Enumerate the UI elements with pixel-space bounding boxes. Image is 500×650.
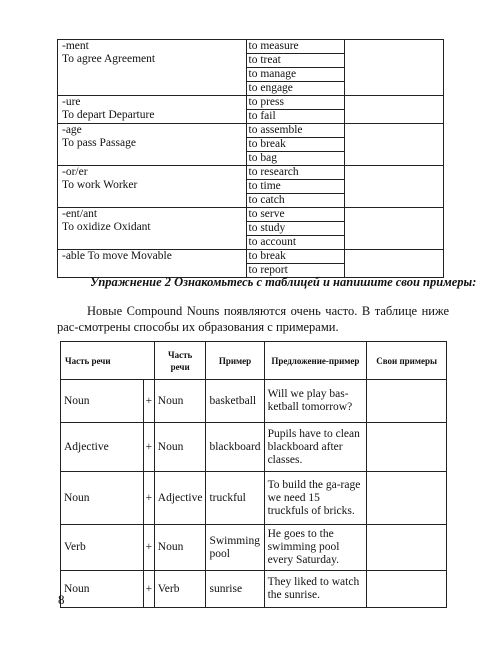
suffix-line: -age	[62, 124, 82, 136]
sentence-cell: He goes to the swimming pool every Saturday.	[264, 525, 367, 571]
verbs-cell	[246, 208, 345, 250]
suffix-table	[57, 39, 444, 278]
suffix-cell	[58, 124, 247, 166]
suffix-cell	[58, 250, 247, 278]
table-row	[58, 124, 444, 166]
suffix-line: To oxidize Oxidant	[62, 221, 151, 233]
suffix-cell	[58, 166, 247, 208]
table-row	[58, 96, 444, 124]
verb-line: to measure	[248, 40, 299, 52]
table-row	[61, 472, 447, 525]
part-of-speech-1-cell: Noun	[61, 380, 144, 423]
answer-cell[interactable]	[345, 40, 444, 96]
verb-line: to research	[248, 166, 299, 178]
part-of-speech-1-cell: Noun	[61, 472, 144, 525]
answer-cell[interactable]	[345, 124, 444, 166]
suffix-line: -ment	[62, 40, 89, 52]
table-row	[61, 525, 447, 571]
header-part-of-speech-1: Часть речи	[61, 342, 155, 380]
table-header-row	[61, 342, 447, 380]
table-row	[58, 166, 444, 208]
suffix-cell	[58, 40, 247, 96]
own-example-cell[interactable]	[367, 472, 447, 525]
suffix-line: To depart Departure	[62, 109, 155, 121]
exercise-title: Упражнение 2 Ознакомьтесь с таблицей и напишите свои примеры:	[90, 275, 477, 289]
example-cell: basketball	[206, 380, 264, 423]
answer-cell[interactable]	[345, 166, 444, 208]
header-part-of-speech-2: Часть речи	[154, 342, 206, 380]
intro-paragraph	[57, 303, 449, 335]
example-cell: truckful	[206, 472, 264, 525]
header-example: Пример	[206, 342, 264, 380]
header-sentence-example: Предложение-пример	[264, 342, 367, 380]
verb-line: to manage	[247, 67, 345, 81]
sentence-cell: To build the ga-rage we need 15 truckfuls of bricks.	[264, 472, 367, 525]
own-example-cell[interactable]	[367, 525, 447, 571]
verbs-cell	[246, 40, 345, 96]
plus-cell: +	[143, 380, 154, 423]
plus-cell: +	[143, 423, 154, 472]
example-cell: Swimming pool	[206, 525, 264, 571]
verb-line: to assemble	[248, 124, 303, 136]
suffix-table-body	[58, 40, 444, 278]
part-of-speech-1-cell: Adjective	[61, 423, 144, 472]
part-of-speech-2-cell: Noun	[154, 423, 206, 472]
verbs-cell	[246, 250, 345, 278]
suffix-cell	[58, 96, 247, 124]
verb-line: to break	[248, 250, 286, 262]
suffix-line: -ent/ant	[62, 208, 98, 220]
verbs-cell	[246, 96, 345, 124]
table-row	[61, 571, 447, 608]
verbs-cell	[246, 166, 345, 208]
answer-cell[interactable]	[345, 96, 444, 124]
plus-cell: +	[143, 525, 154, 571]
table-row	[58, 250, 444, 278]
sentence-cell: Will we play bas-ketball tomorrow?	[264, 380, 367, 423]
verb-line: to treat	[247, 53, 345, 67]
verb-line: to catch	[247, 193, 345, 207]
sentence-cell: Pupils have to clean blackboard after classes.	[264, 423, 367, 472]
verbs-cell	[246, 124, 345, 166]
suffix-line: To agree Agreement	[62, 53, 156, 65]
verb-line: to time	[247, 179, 345, 193]
verb-line: to report	[247, 263, 345, 277]
own-example-cell[interactable]	[367, 571, 447, 608]
verb-line: to press	[248, 96, 284, 108]
answer-cell[interactable]	[345, 250, 444, 278]
part-of-speech-2-cell: Verb	[154, 571, 206, 608]
suffix-line: -or/er	[62, 166, 88, 178]
intro-paragraph-text: Новые Compound Nouns появляются очень часто. В таблице ниже рас-смотрены способы их образования с примерами.	[57, 304, 449, 334]
sentence-cell: They liked to watch the sunrise.	[264, 571, 367, 608]
table-row	[58, 40, 444, 96]
table-row	[61, 380, 447, 423]
example-cell: blackboard	[206, 423, 264, 472]
header-own-examples: Свои примеры	[367, 342, 447, 380]
suffix-cell	[58, 208, 247, 250]
own-example-cell[interactable]	[367, 423, 447, 472]
plus-cell: +	[143, 571, 154, 608]
part-of-speech-2-cell: Noun	[154, 525, 206, 571]
suffix-line: To work Worker	[62, 179, 138, 191]
own-example-cell[interactable]	[367, 380, 447, 423]
verb-line: to engage	[247, 81, 345, 95]
part-of-speech-2-cell: Adjective	[154, 472, 206, 525]
verb-line: to break	[247, 137, 345, 151]
suffix-line: To pass Passage	[62, 137, 136, 149]
part-of-speech-2-cell: Noun	[154, 380, 206, 423]
example-cell: sunrise	[206, 571, 264, 608]
part-of-speech-1-cell: Noun	[61, 571, 144, 608]
compound-nouns-table	[60, 341, 447, 608]
table-row	[61, 423, 447, 472]
plus-cell: +	[143, 472, 154, 525]
suffix-line: -ure	[62, 96, 81, 108]
compound-nouns-body	[61, 380, 447, 608]
page-number: 8	[58, 592, 65, 607]
verb-line: to bag	[247, 151, 345, 165]
verb-line: to fail	[247, 109, 345, 123]
answer-cell[interactable]	[345, 208, 444, 250]
verb-line: to account	[247, 235, 345, 249]
suffix-line: -able To move Movable	[62, 250, 172, 262]
verb-line: to study	[247, 221, 345, 235]
table-row	[58, 208, 444, 250]
part-of-speech-1-cell: Verb	[61, 525, 144, 571]
verb-line: to serve	[248, 208, 285, 220]
